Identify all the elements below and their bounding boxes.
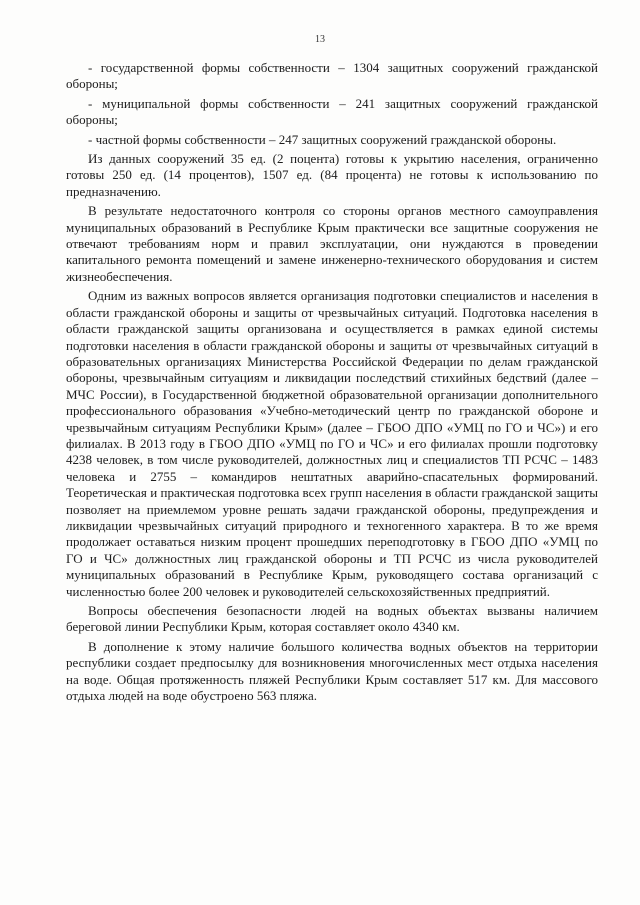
paragraph-readiness: Из данных сооружений 35 ед. (2 поцента) готовы к укрытию населения, ограниченно готовы 250 ед. (14 процентов), 1507 ед. (84 процента) не готовы к использованию по предназначению. — [66, 151, 598, 199]
paragraph-control: В результате недостаточного контроля со стороны органов местного самоуправления муниципальных образований в Республике Крым практически все защитные сооружения не отвечают требованиям норм и правил эксплуатации, они нуждаются в проведении капитального ремонта помещений и замене инженерно-технического оборудования и систем жизнеобеспечения. — [66, 203, 598, 284]
paragraph-water-safety: Вопросы обеспечения безопасности людей на водных объектах вызваны наличием береговой линии Республики Крым, которая составляет около 4340 км. — [66, 603, 598, 635]
paragraph-training: Одним из важных вопросов является организация подготовки специалистов и населения в области гражданской обороны и защиты от чрезвычайных ситуаций. Подготовка населения в области гражданской защиты организована и осуществляется в рамках единой системы подготовки населения в области гражданской обороны и защиты от чрезвычайных ситуаций в образовательных организациях Министерства Российской Федерации по делам гражданской обороны, чрезвычайным ситуациям и ликвидации последствий стихийных бедствий (далее – МЧС России), в Государственной бюджетной образовательной организации дополнительного профессионального образования «Учебно-методический центр по гражданской обороне и чрезвычайным ситуациям Республики Крым» (далее – ГБОО ДПО «УМЦ по ГО и ЧС») и его филиалах. В 2013 году в ГБОО ДПО «УМЦ по ГО и ЧС» и его филиалах прошли подготовку 4238 человек, в том числе руководителей, должностных лиц и специалистов ТП РСЧС – 1483 человека и 2755 – командиров нештатных аварийно-спасательных формирований. Теоретическая и практическая подготовка всех групп населения в области гражданской защиты позволяет на приемлемом уровне решать задачи гражданской обороны, предупреждения и ликвидации чрезвычайных ситуаций природного и техногенного характера. В то же время продолжает оставаться низким процент прошедших переподготовку в ГБОО ДПО «УМЦ по ГО и ЧС» должностных лиц гражданской обороны и ТП РСЧС из числа руководителей муниципальных образований в Республике Крым, руководящего состава организаций с численностью более 200 человек и руководителей сельскохозяйственных предприятий. — [66, 288, 598, 599]
list-item-municipal-property: - муниципальной формы собственности – 241 защитных сооружений гражданской обороны; — [66, 95, 598, 128]
page-number: 13 — [315, 34, 325, 45]
paragraph-beaches: В дополнение к этому наличие большого количества водных объектов на территории республики создает предпосылку для возникновения многочисленных мест отдыха населения на воде. Общая протяженность пляжей Республики Крым составляет 517 км. Для массового отдыха людей на воде обустроено 563 пляжа. — [66, 638, 598, 704]
list-item-private-property: - частной формы собственности – 247 защитных сооружений гражданской обороны. — [88, 131, 557, 147]
list-item-state-property: - государственной формы собственности – 1304 защитных сооружений гражданской обороны; — [66, 60, 598, 92]
document-body — [66, 60, 598, 707]
